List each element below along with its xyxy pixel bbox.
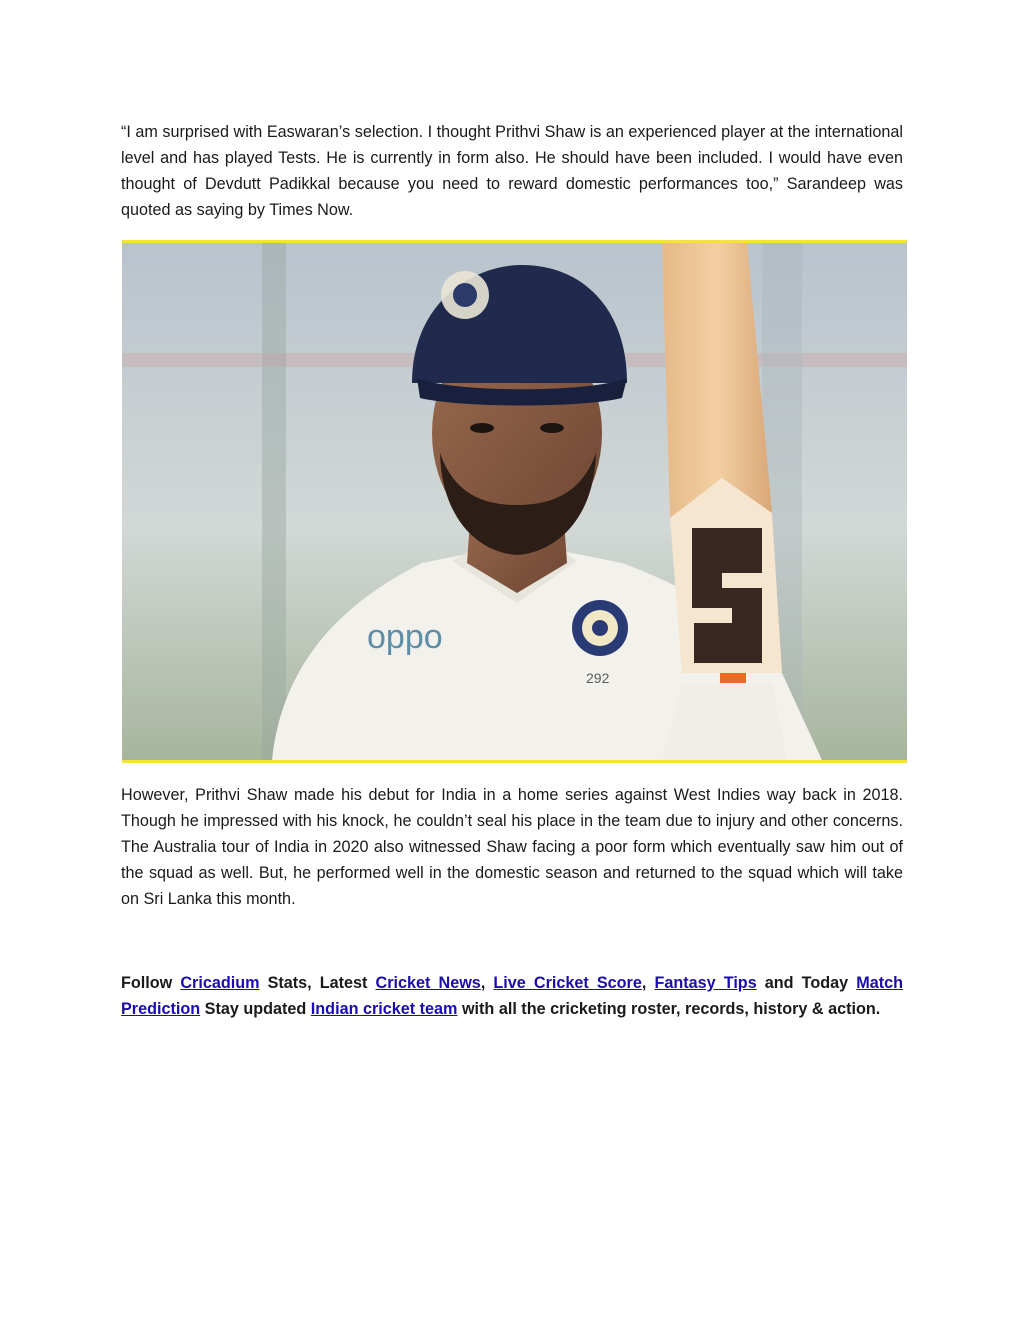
quote-paragraph: “I am surprised with Easwaran’s selection. I thought Prithvi Shaw is an experienced player at the international level and has played Tests. He is currently in form also. He should have been included. I would have even thought of Devdutt Padikkal because you need to reward domestic performances too,” Sarandeep was quoted as saying by Times Now.	[121, 123, 903, 219]
shirt-sponsor-text: oppo	[367, 618, 443, 656]
footer-text: with all the cricketing roster, records, history & action.	[457, 1000, 881, 1018]
link-live-cricket-score[interactable]: Live Cricket Score	[493, 974, 642, 992]
link-cricket-news[interactable]: Cricket News	[375, 974, 481, 992]
link-match-prediction[interactable]: Match Prediction	[121, 974, 903, 1018]
link-indian-cricket-team[interactable]: Indian cricket team	[310, 1000, 458, 1018]
body-paragraph: However, Prithvi Shaw made his debut for India in a home series against West Indies way back in 2018. Though he impressed with his knock, he couldn’t seal his place in the team due to injury and other concerns. The Australia tour of India in 2020 also witnessed Shaw facing a poor form which eventually saw him out of the squad as well. But, he performed well in the domestic season and returned to the squad which will take on Sri Lanka this month.	[121, 786, 903, 908]
link-cricadium[interactable]: Cricadium	[180, 974, 260, 992]
footer-text: ,	[641, 974, 655, 992]
footer-text: Stats, Latest	[259, 974, 376, 992]
player-photo	[122, 240, 907, 763]
link-fantasy-tips[interactable]: Fantasy Tips	[654, 974, 757, 992]
footer-text: and Today	[756, 974, 857, 992]
footer-links-paragraph	[121, 970, 903, 1022]
shirt-number-text: 292	[586, 670, 610, 686]
footer-text: ,	[480, 974, 494, 992]
footer-text: Follow	[121, 974, 181, 992]
player-photo-illustration	[122, 243, 907, 760]
footer-text: Stay updated	[200, 1000, 311, 1018]
